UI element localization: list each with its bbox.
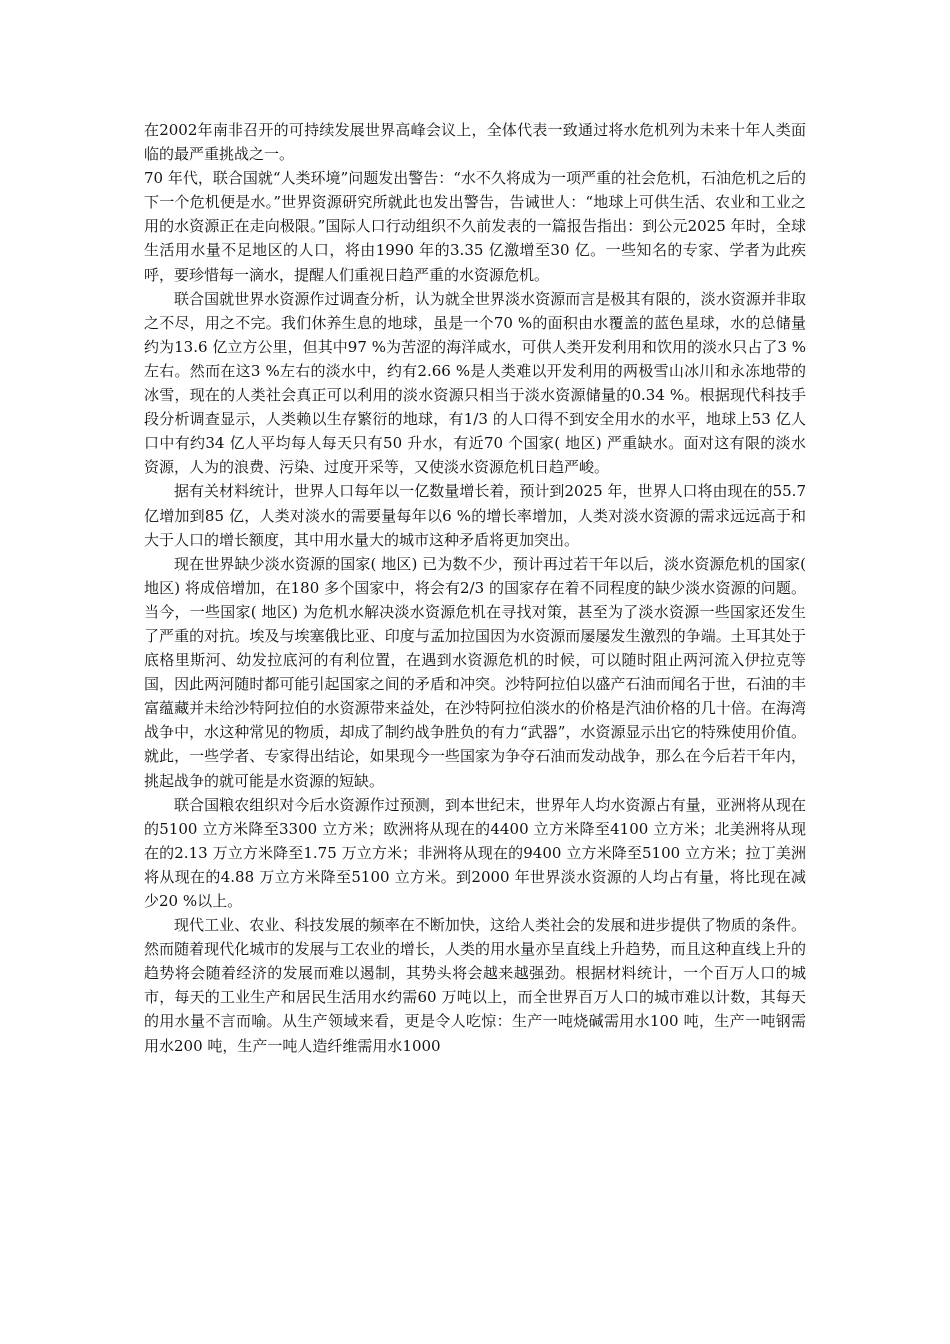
paragraph-un-warning: 70 年代，联合国就“人类环境”问题发出警告：“水不久将成为一项严重的社会危机，石油危机之后的下一个危机便是水。”世界资源研究所就此也发出警告，告诫世人：“地球上可供生活、农业和工业之用的水资源正在走向极限。”国际人口行动组织不久前发表的一篇报告指出：到公元2025 年时，全球生活用水量不足地区的人口，将由1990 年的3.35 亿激增至30 亿。一些知名的专家、学者为此疾呼，要珍惜每一滴水，提醒人们重视日趋严重的水资源危机。 bbox=[144, 169, 806, 284]
document-body bbox=[144, 118, 806, 1058]
paragraph-industrial-demand: 现代工业、农业、科技发展的频率在不断加快，这给人类社会的发展和进步提供了物质的条件。然而随着现代化城市的发展与工农业的增长，人类的用水量亦呈直线上升趋势，而且这种直线上升的趋势将会随着经济的发展而难以遏制，其势头将会越来越强劲。根据材料统计，一个百万人口的城市，每天的工业生产和居民生活用水约需60 万吨以上，而全世界百万人口的城市难以计数，其每天的用水量不言而喻。从生产领域来看，更是令人吃惊：生产一吨烧碱需用水100 吨，生产一吨钢需用水200 吨，生产一吨人造纤维需用水1000 bbox=[144, 916, 806, 1055]
paragraph-population-growth: 据有关材料统计，世界人口每年以一亿数量增长着，预计到2025 年，世界人口将由现在的55.7 亿增加到85 亿，人类对淡水的需要量每年以6 %的增长率增加，人类对淡水资源的需求远远高于和大于人口的增长额度，其中用水量大的城市这种矛盾将更加突出。 bbox=[144, 482, 806, 549]
paragraph-summit: 在2002年南非召开的可持续发展世界高峰会议上，全体代表一致通过将水危机列为未来十年人类面临的最严重挑战之一。 bbox=[144, 121, 806, 164]
paragraph-fao-forecast: 联合国粮农组织对今后水资源作过预测，到本世纪末，世界年人均水资源占有量，亚洲将从现在的5100 立方米降至3300 立方米；欧洲将从现在的4400 立方米降至4100 立方米；北美洲将从现在的2.13 万立方米降至1.75 万立方米；非洲将从现在的9400 立方米降至5100 立方米；拉丁美洲将从现在的4.88 万立方米降至5100 立方米。到2000 年世界淡水资源的人均占有量，将比现在减少20 %以上。 bbox=[144, 795, 806, 910]
paragraph-freshwater-limits: 联合国就世界水资源作过调查分析，认为就全世界淡水资源而言是极其有限的，淡水资源并非取之不尽，用之不完。我们休养生息的地球，虽是一个70 %的面积由水覆盖的蓝色星球，水的总储量约为13.6 亿立方公里，但其中97 %为苦涩的海洋咸水，可供人类开发利用和饮用的淡水只占了3 %左右。然而在这3 %左右的淡水中，约有2.66 %是人类难以开发利用的两极雪山冰川和永冻地带的冰雪，现在的人类社会真正可以利用的淡水资源只相当于淡水资源储量的0.34 %。根据现代科技手段分析调查显示，人类赖以生存繁衍的地球，有1/3 的人口得不到安全用水的水平，地球上53 亿人口中有约34 亿人平均每人每天只有50 升水，有近70 个国家( 地区) 严重缺水。面对这有限的淡水资源，人为的浪费、污染、过度开采等，又使淡水资源危机日趋严峻。 bbox=[144, 289, 806, 477]
paragraph-water-conflicts: 现在世界缺少淡水资源的国家( 地区) 已为数不少，预计再过若干年以后，淡水资源危机的国家( 地区) 将成倍增加，在180 多个国家中，将会有2/3 的国家存在着不同程度的缺少淡水资源的问题。当今，一些国家( 地区) 为危机水解决淡水资源危机在寻找对策，甚至为了淡水资源一些国家还发生了严重的对抗。埃及与埃塞俄比亚、印度与孟加拉国因为水资源而屡屡发生激烈的争端。土耳其处于底格里斯河、幼发拉底河的有利位置，在遇到水资源危机的时候，可以随时阻止两河流入伊拉克等国，因此两河随时都可能引起国家之间的矛盾和冲突。沙特阿拉伯以盛产石油而闻名于世，石油的丰富蕴藏并未给沙特阿拉伯的水资源带来益处，在沙特阿拉伯淡水的价格是汽油价格的几十倍。在海湾战争中，水这种常见的物质，却成了制约战争胜负的有力“武器”，水资源显示出它的特殊使用价值。就此，一些学者、专家得出结论，如果现今一些国家为争夺石油而发动战争，那么在今后若干年内，挑起战争的就可能是水资源的短缺。 bbox=[144, 554, 806, 790]
